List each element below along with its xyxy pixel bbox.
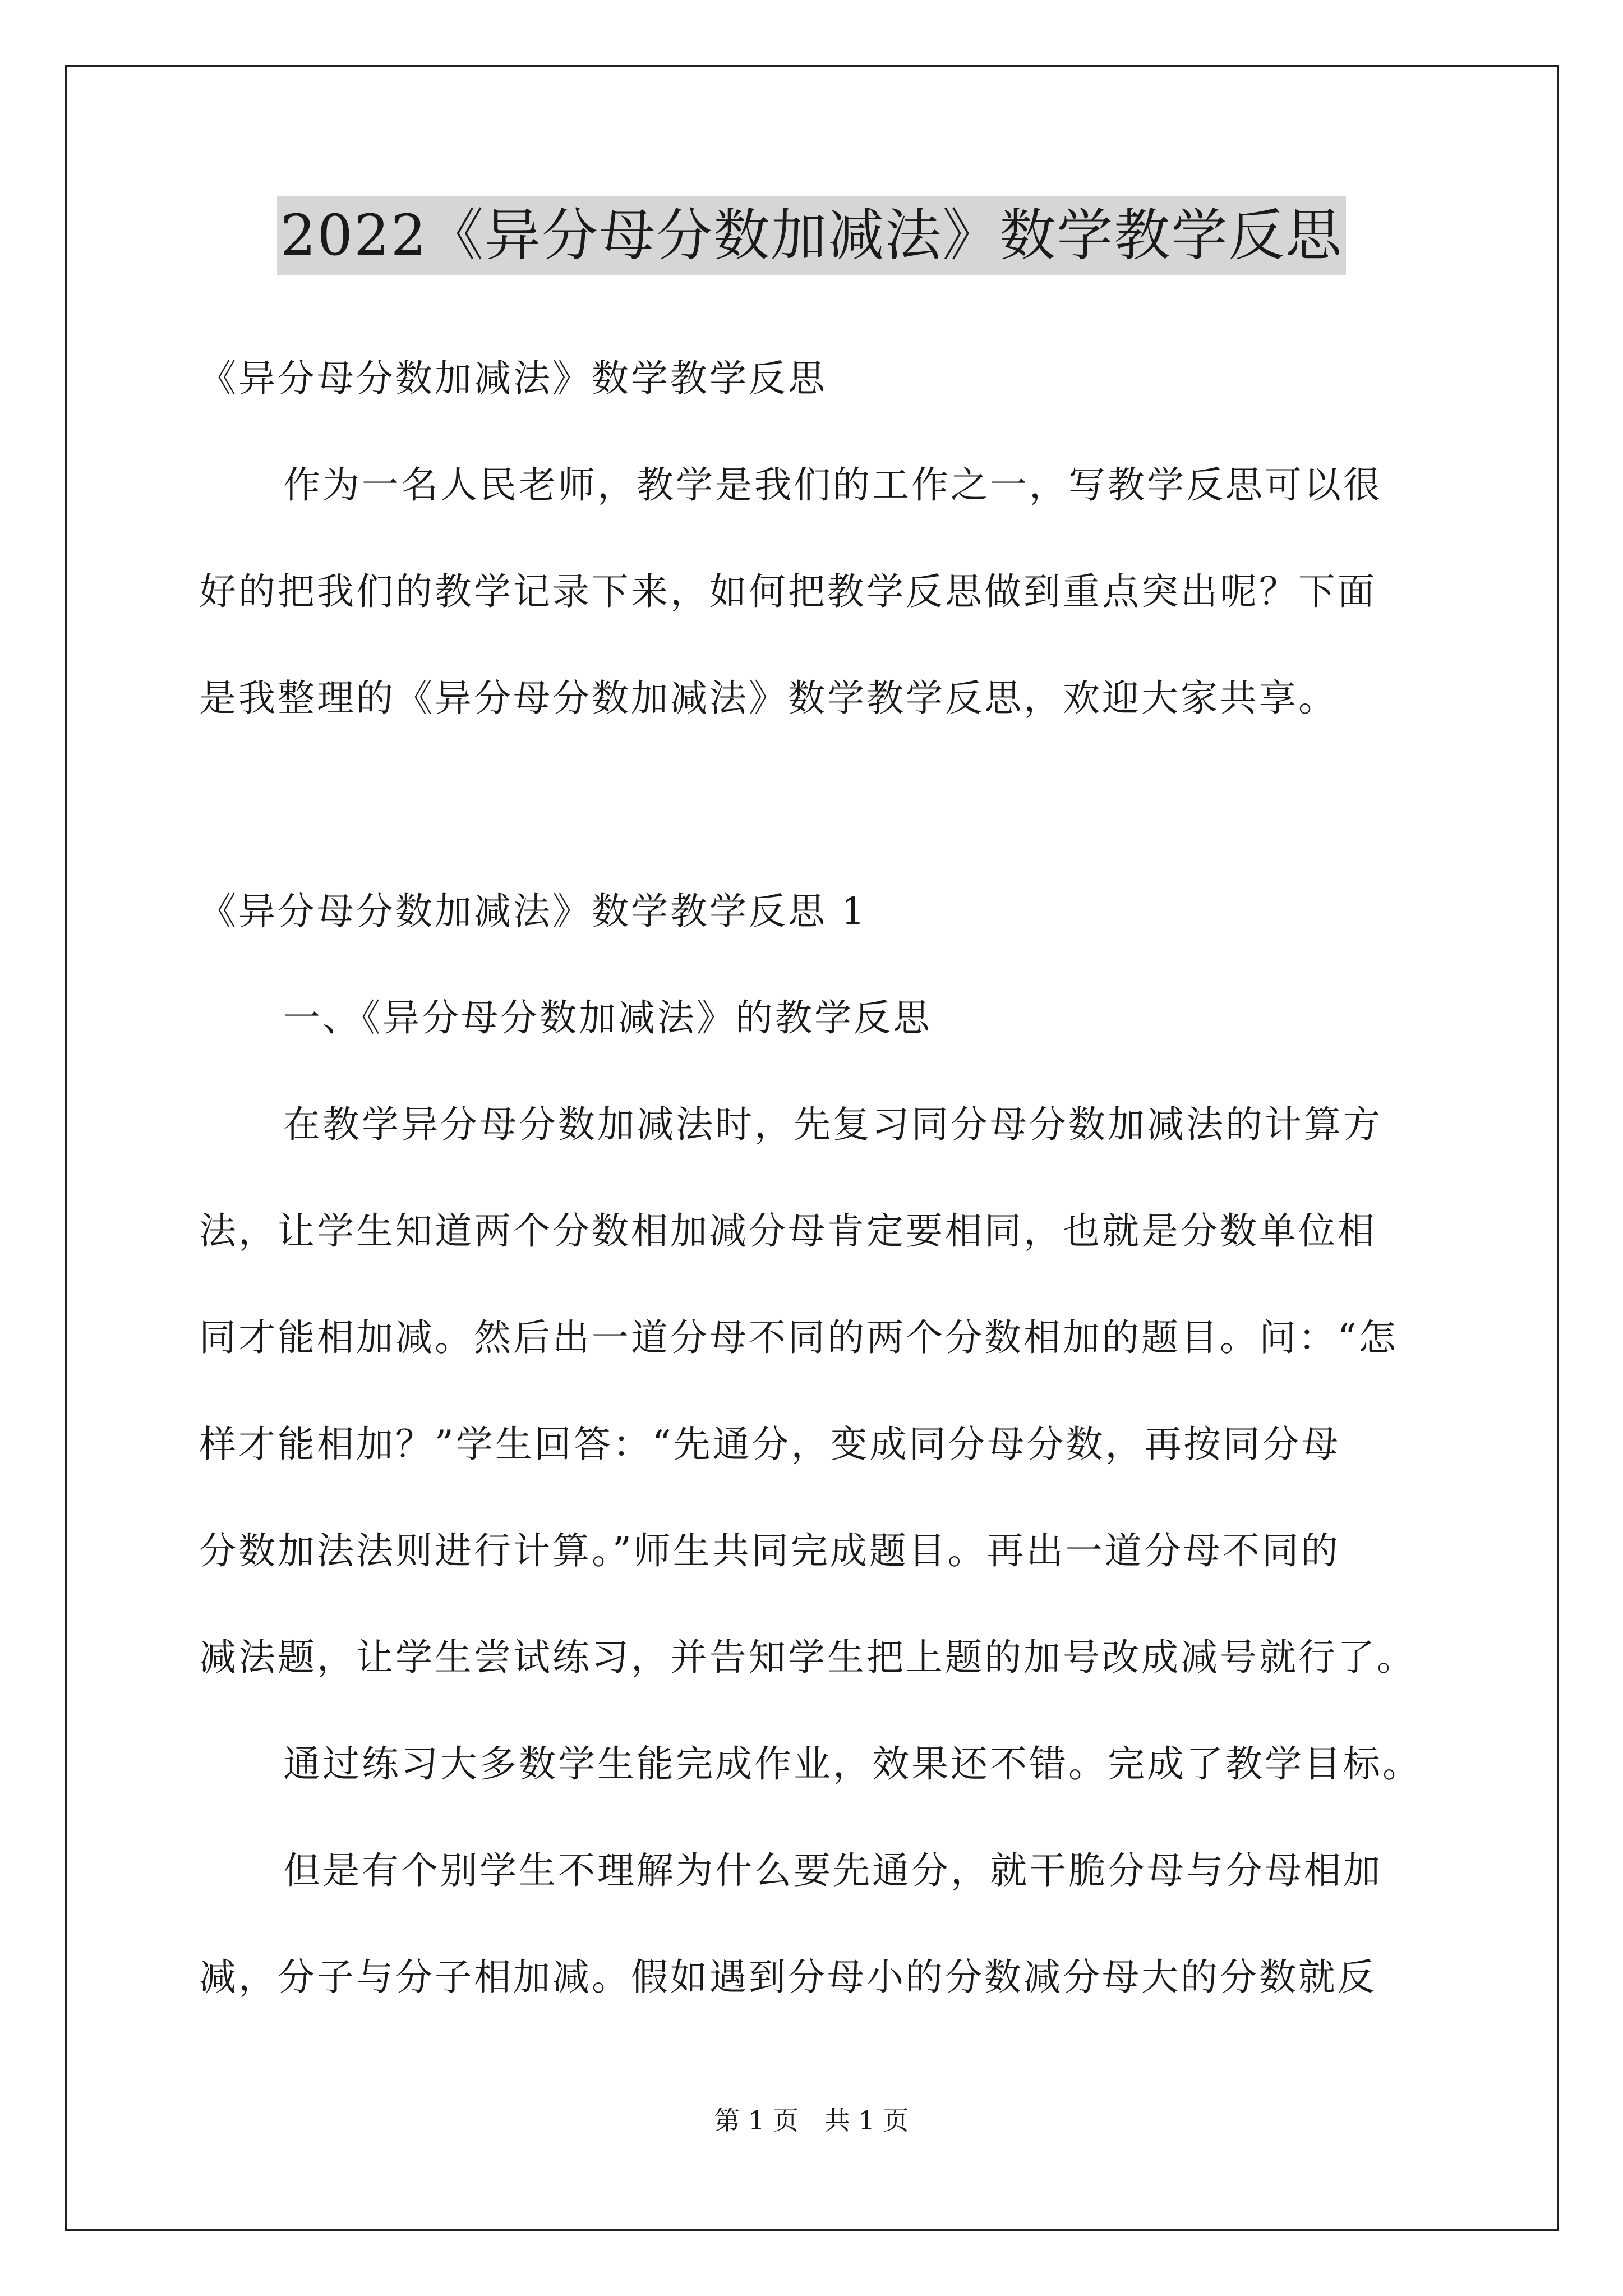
- body-line-7: 通过练习大多数学生能完成作业，效果还不错。完成了教学目标。: [283, 1742, 1422, 1786]
- page-footer: 第 1 页 共 1 页: [714, 2105, 909, 2136]
- body-line-9: 减，分子与分子相加减。假如遇到分母小的分数减分母大的分数就反: [199, 1955, 1377, 1999]
- intro-line-2: 好的把我们的教学记录下来，如何把教学反思做到重点突出呢？下面: [199, 570, 1377, 613]
- body-line-5: 分数加法法则进行计算。”师生共同完成题目。再出一道分母不同的: [199, 1529, 1340, 1572]
- intro-line-1: 作为一名人民老师，教学是我们的工作之一，写教学反思可以很: [283, 463, 1382, 507]
- subsection-heading: 一、《异分母分数加减法》的教学反思: [283, 996, 932, 1039]
- intro-line-3: 是我整理的《异分母分数加减法》数学教学反思，欢迎大家共享。: [199, 677, 1338, 720]
- body-line-6: 减法题，让学生尝试练习，并告知学生把上题的加号改成减号就行了。: [199, 1636, 1416, 1679]
- body-line-2: 法，让学生知道两个分数相加减分母肯定要相同，也就是分数单位相: [199, 1209, 1377, 1253]
- document-title: 2022《异分母分数加减法》数学教学反思: [277, 196, 1347, 275]
- body-line-8: 但是有个别学生不理解为什么要先通分，就干脆分母与分母相加: [283, 1849, 1382, 1892]
- section-heading: 《异分母分数加减法》数学教学反思 1: [199, 890, 867, 933]
- body-line-1: 在教学异分母分数加减法时，先复习同分母分数加减法的计算方: [283, 1103, 1382, 1146]
- body-line-4: 样才能相加？”学生回答：“先通分，变成同分母分数，再按同分母: [199, 1423, 1341, 1466]
- document-title-container: [0, 196, 1623, 275]
- body-line-3: 同才能相加减。然后出一道分母不同的两个分数相加的题目。问：“怎: [199, 1316, 1398, 1359]
- subtitle-line: 《异分母分数加减法》数学教学反思: [199, 357, 827, 400]
